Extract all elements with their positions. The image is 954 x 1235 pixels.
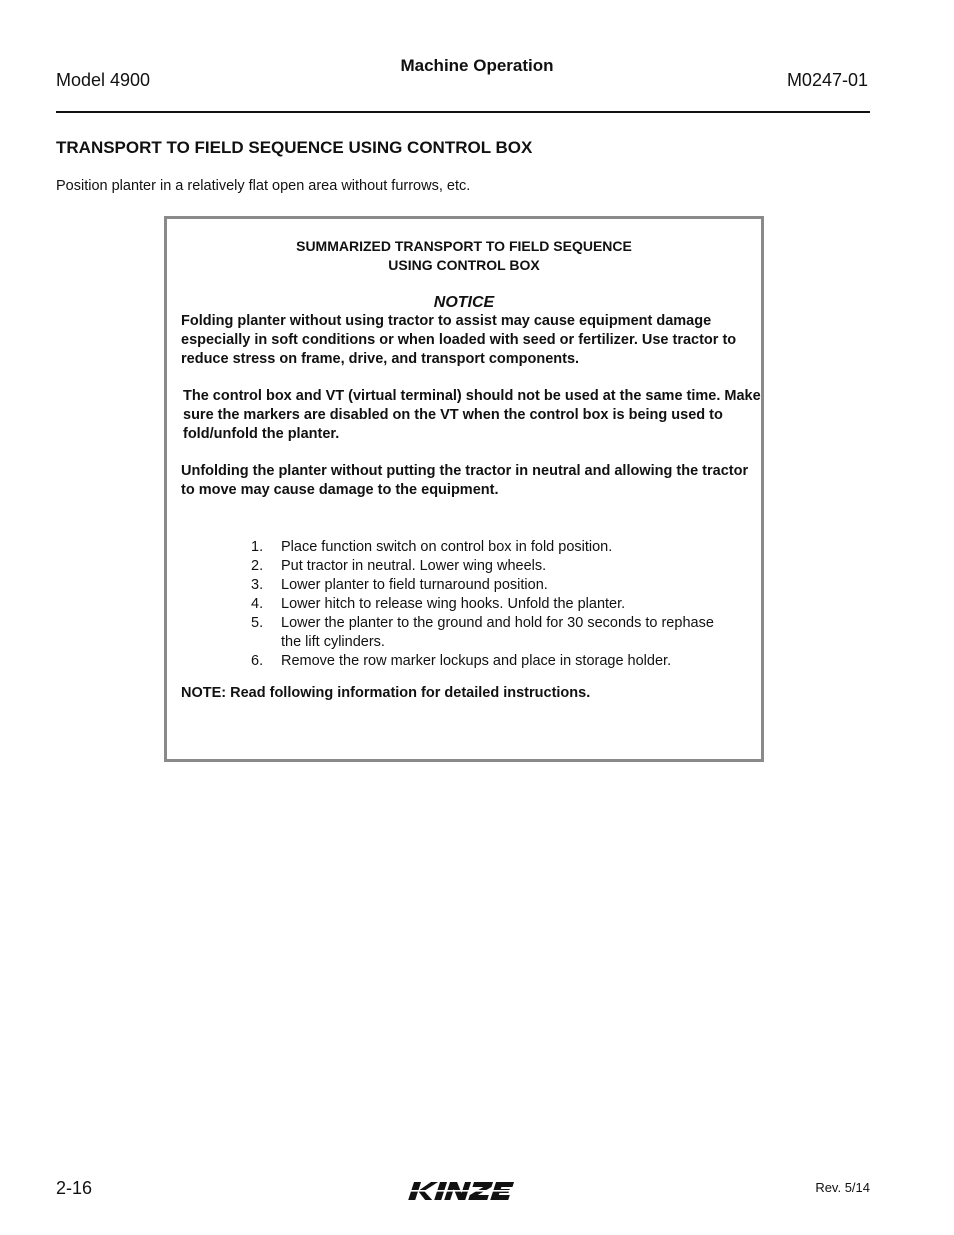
header-model: Model 4900 <box>56 70 151 90</box>
header-section-title: Machine Operation <box>400 56 554 75</box>
kinze-logo-icon <box>404 1176 524 1206</box>
step-list <box>251 538 731 671</box>
step-text: Lower hitch to release wing hooks. Unfold the planter. <box>281 596 626 612</box>
step-number: 5. <box>251 615 264 631</box>
step-item <box>251 614 731 652</box>
summary-box-title-line2: USING CONTROL BOX <box>388 257 540 273</box>
step-number: 4. <box>251 596 264 612</box>
step-text: Lower the planter to the ground and hold for 30 seconds to rephase the lift cylinders. <box>281 615 714 650</box>
summary-box-title-line1: SUMMARIZED TRANSPORT TO FIELD SEQUENCE <box>296 238 632 254</box>
step-number: 1. <box>251 539 264 555</box>
notice-heading: NOTICE <box>433 294 495 311</box>
step-item <box>251 652 731 671</box>
step-text: Remove the row marker lockups and place in storage holder. <box>281 653 672 669</box>
header-doc-number: M0247-01 <box>786 70 868 90</box>
step-text: Lower planter to field turnaround position. <box>281 577 548 593</box>
kinze-logo-icon-graphic <box>404 1176 524 1206</box>
revision-date: Rev. 5/14 <box>815 1180 870 1195</box>
step-item <box>251 595 731 614</box>
section-title: TRANSPORT TO FIELD SEQUENCE USING CONTROL BOX <box>56 138 533 157</box>
step-text: Place function switch on control box in fold position. <box>281 539 613 555</box>
step-number: 6. <box>251 653 264 669</box>
step-number: 2. <box>251 558 264 574</box>
step-item <box>251 557 731 576</box>
intro-text: Position planter in a relatively flat open area without furrows, etc. <box>56 178 471 194</box>
step-item <box>251 538 731 557</box>
page-number: 2-16 <box>56 1178 93 1198</box>
notice-paragraph-control-box: The control box and VT (virtual terminal) should not be used at the same time. Make sure the markers are disabled on the VT when the control box is being used to fold/unfold the planter. <box>183 388 761 442</box>
summary-box <box>164 216 764 762</box>
step-text: Put tractor in neutral. Lower wing wheels. <box>281 558 547 574</box>
summary-box-title <box>167 237 761 275</box>
notice-paragraph-unfolding: Unfolding the planter without putting the tractor in neutral and allowing the tractor to move may cause damage to the equipment. <box>181 463 749 498</box>
header-divider <box>56 111 870 113</box>
step-number: 3. <box>251 577 264 593</box>
note-text: NOTE: Read following information for detailed instructions. <box>181 685 591 701</box>
notice-paragraph-folding: Folding planter without using tractor to assist may cause equipment damage especially in soft conditions or when loaded with seed or fertilizer. Use tractor to reduce stress on frame, drive, and transport components. <box>181 313 737 367</box>
step-item <box>251 576 731 595</box>
